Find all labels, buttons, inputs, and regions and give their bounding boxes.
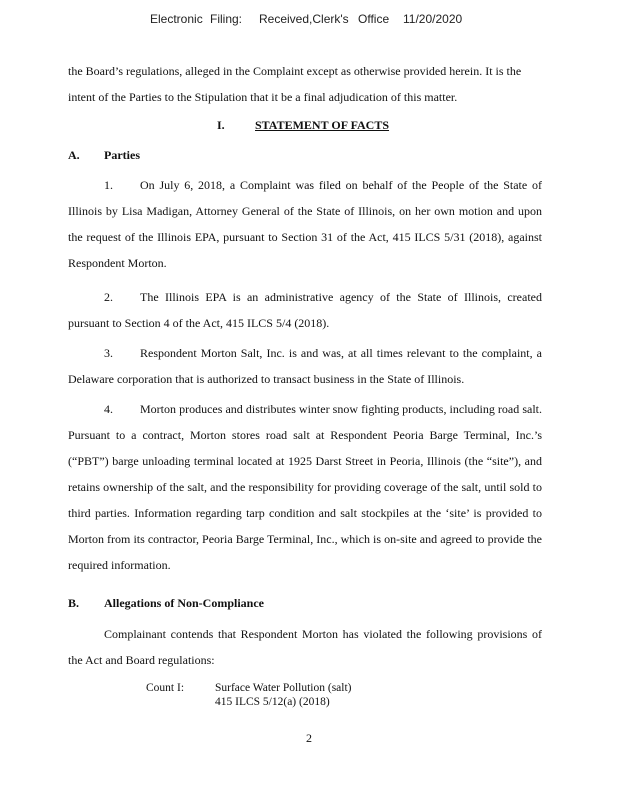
paragraph-3-text: Respondent Morton Salt, Inc. is and was, at all times relevant to the complaint, a Delaware corporation that is authorized to transact business in the State of Illinois. [68,346,542,386]
count-line-2: 415 ILCS 5/12(a) (2018) [215,696,330,708]
allegation-intro [68,621,542,673]
paragraph-4-number: 4. [104,402,113,416]
paragraph-1-text: On July 6, 2018, a Complaint was filed on behalf of the People of the State of Illinois by Lisa Madigan, Attorney General of the State of Illinois, on her own motion and upon the request of the Illinois EPA, pursuant to Section 31 of the Act, 415 ILCS 5/31 (2018), against Respondent Morton. [68,178,542,270]
section-title: STATEMENT OF FACTS [255,118,390,132]
subsection-a-letter: A. [68,148,80,162]
paragraph-4-text: Morton produces and distributes winter snow fighting products, including road salt. Pursuant to a contract, Morton stores road salt at Respondent Peoria Barge Terminal, Inc.’s (“PBT”) barge unloading terminal located at 1925 Darst Street in Peoria, Illinois (the “site”), and retains ownership of the salt, and the responsibility for providing coverage of the salt, until sold to third parties. Information regarding tarp condition and salt stockpiles at the ‘site’ is provided to Morton from its contractor, Peoria Barge Terminal, Inc., which is on-site and agreed to provide the required information. [68,402,542,572]
paragraph-2-number: 2. [104,290,113,304]
subsection-a-title: Parties [104,148,140,162]
stamp-electronic: Electronic [150,12,203,26]
count-label: Count I: [146,682,185,694]
subsection-b-title: Allegations of Non-Compliance [104,596,264,610]
stamp-received: Received,Clerk's [259,12,349,26]
section-number: I. [217,118,225,132]
paragraph-2 [68,284,542,336]
page-number: 2 [306,731,312,745]
paragraph-4 [68,396,542,578]
paragraph-2-text: The Illinois EPA is an administrative agency of the State of Illinois, created pursuant to Section 4 of the Act, 415 ILCS 5/4 (2018). [68,290,542,330]
allegation-intro-text: Complainant contends that Respondent Morton has violated the following provisions of the Act and Board regulations: [68,627,542,667]
intro-line-2: intent of the Parties to the Stipulation that it be a final adjudication of this matter. [68,90,458,104]
paragraph-1 [68,172,542,276]
count-line-1: Surface Water Pollution (salt) [215,682,352,694]
paragraph-3-number: 3. [104,346,113,360]
paragraph-3 [68,340,542,392]
stamp-date: 11/20/2020 [403,12,463,26]
stamp-filing: Filing: [210,12,243,26]
subsection-b-letter: B. [68,596,80,610]
stamp-office: Office [358,12,390,26]
paragraph-1-number: 1. [104,178,113,192]
intro-line-1: the Board’s regulations, alleged in the Complaint except as otherwise provided herein. It is the [68,64,522,78]
